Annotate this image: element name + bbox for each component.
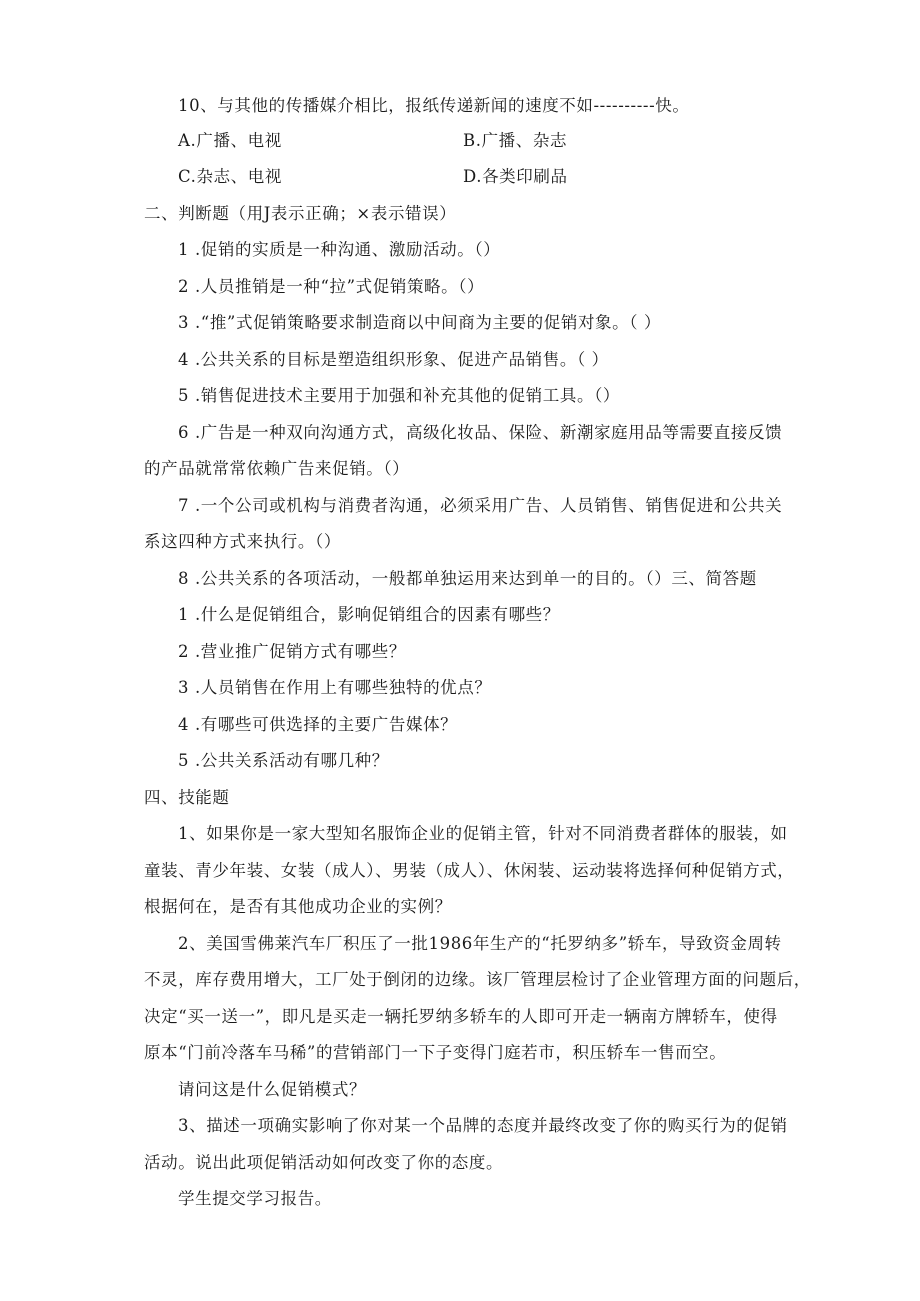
skill-q2-line4: 原本“门前冷落车马稀”的营销部门一下子变得门庭若市，积压轿车一售而空。 xyxy=(144,1043,727,1062)
skill-q2-question: 请问这是什么促销模式？ xyxy=(178,1080,367,1099)
closing-note: 学生提交学习报告。 xyxy=(178,1189,332,1208)
judge-item-7-line2: 系这四种方式来执行。（） xyxy=(144,532,341,551)
short-answer-2: 2 .营业推广促销方式有哪些？ xyxy=(178,642,406,661)
skill-q3-line2: 活动。说出此项促销活动如何改变了你的态度。 xyxy=(144,1153,504,1172)
short-answer-1: 1 .什么是促销组合，影响促销组合的因素有哪些？ xyxy=(178,605,560,624)
judge-item-2: 2 .人员推销是一种“拉”式促销策略。（） xyxy=(178,277,485,296)
judge-item-3: 3 .“推”式促销策略要求制造商以中间商为主要的促销对象。（ ） xyxy=(178,313,662,332)
short-answer-4: 4 .有哪些可供选择的主要广告媒体？ xyxy=(178,715,458,734)
short-answer-3: 3 .人员销售在作用上有哪些独特的优点？ xyxy=(178,678,492,697)
skill-q3-line1: 3、描述一项确实影响了你对某一个品牌的态度并最终改变了你的购买行为的促销 xyxy=(178,1116,788,1135)
skill-q2-line1: 2、美国雪佛莱汽车厂积压了一批1986年生产的“托罗纳多”轿车，导致资金周转 xyxy=(178,934,782,953)
skill-q1-line1: 1、如果你是一家大型知名服饰企业的促销主管，针对不同消费者群体的服装，如 xyxy=(178,824,788,843)
q10-option-d: D.各类印刷品 xyxy=(463,167,568,186)
skill-q2-line2: 不灵，库存费用增大，工厂处于倒闭的边缘。该厂管理层检讨了企业管理方面的问题后， xyxy=(144,970,811,989)
judge-item-6-line1: 6 .广告是一种双向沟通方式，高级化妆品、保险、新潮家庭用品等需要直接反馈 xyxy=(178,423,783,442)
short-answer-5: 5 .公共关系活动有哪几种？ xyxy=(178,751,389,770)
q10-option-c: C.杂志、电视 xyxy=(178,167,282,186)
q10-option-a: A.广播、电视 xyxy=(178,131,282,150)
judge-item-1: 1 .促销的实质是一种沟通、激励活动。（） xyxy=(178,240,501,259)
q10-stem: 10、与其他的传播媒介相比，报纸传递新闻的速度不如----------快。 xyxy=(178,96,690,115)
judge-item-5: 5 .销售促进技术主要用于加强和补充其他的促销工具。（） xyxy=(178,386,621,405)
judge-item-8: 8 .公共关系的各项活动，一般都单独运用来达到单一的目的。（）三、简答题 xyxy=(178,569,757,588)
skill-q1-line3: 根据何在，是否有其他成功企业的实例？ xyxy=(144,897,452,916)
skill-q2-line3: 决定“买一送一”，即凡是买走一辆托罗纳多轿车的人即可开走一辆南方牌轿车，使得 xyxy=(144,1007,778,1026)
judge-item-6-line2: 的产品就常常依赖广告来促销。（） xyxy=(144,459,410,478)
judge-item-4: 4 .公共关系的目标是塑造组织形象、促进产品销售。（ ） xyxy=(178,350,609,369)
section2-heading: 二、判断题（用J表示正确；×表示错误） xyxy=(144,204,457,223)
judge-item-7-line1: 7 .一个公司或机构与消费者沟通，必须采用广告、人员销售、销售促进和公共关 xyxy=(178,496,783,515)
q10-option-b: B.广播、杂志 xyxy=(463,131,568,150)
skill-q1-line2: 童装、青少年装、女装（成人）、男装（成人）、休闲装、运动装将选择何种促销方式， xyxy=(144,861,795,880)
section4-heading: 四、技能题 xyxy=(144,788,230,807)
